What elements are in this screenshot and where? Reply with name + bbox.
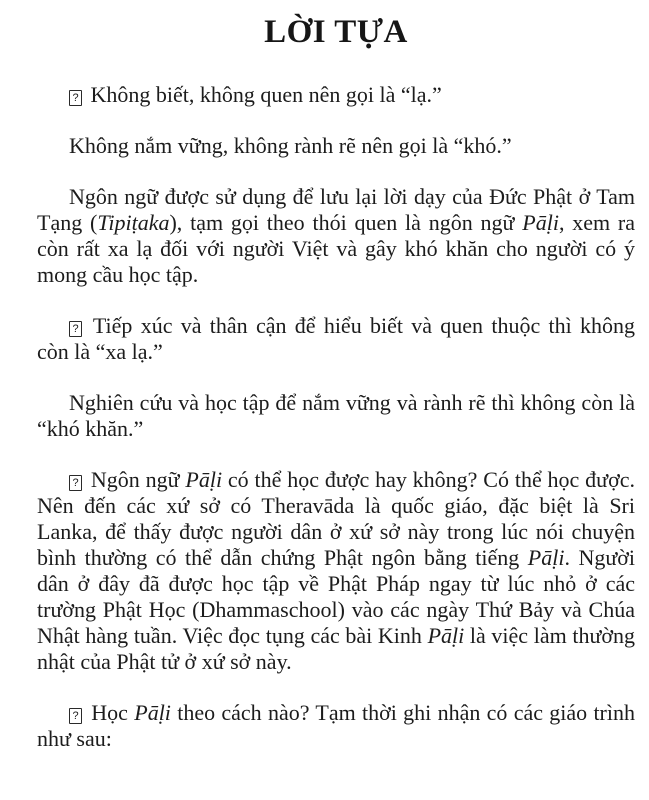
paragraph: Ngôn ngữ được sử dụng để lưu lại lời dạy của Đức Phật ở Tam Tạng (Tipiṭaka), tạm gọi theo thói quen là ngôn ngữ Pāḷi, xem ra còn rất xa lạ đối với người Việt và gây khó khăn cho người có ý mong cầu học tập. bbox=[37, 184, 636, 287]
paragraph: Không nắm vững, không rành rẽ nên gọi là “khó.” bbox=[69, 133, 512, 158]
page-title: LỜI TỰA bbox=[264, 14, 408, 50]
italic-term: Pāḷi bbox=[134, 700, 171, 725]
italic-term: Pāḷi bbox=[522, 210, 559, 235]
paragraph: ? Không biết, không quen nên gọi là “lạ.” bbox=[37, 82, 635, 108]
paragraph: Nghiên cứu và học tập để nắm vững và rành rẽ thì không còn là “khó khăn.” bbox=[37, 390, 635, 441]
missing-glyph-icon: ? bbox=[69, 90, 82, 106]
paragraph: ? Học Pāḷi theo cách nào? Tạm thời ghi nhận có các giáo trình như sau: bbox=[37, 700, 636, 751]
italic-term: Tipiṭaka bbox=[97, 210, 170, 235]
missing-glyph-icon: ? bbox=[69, 708, 82, 724]
italic-term: Pāḷi bbox=[427, 623, 465, 648]
paragraph: ? Ngôn ngữ Pāḷi có thể học được hay không? Có thể học được. Nên đến các xứ sở có Theravāda là quốc giáo, đặc biệt là Sri Lanka, để thấy được người dân ở xứ sở này trong lúc nói chuyện bình thường có thể dẫn chứng Phật ngôn bằng tiếng Pāḷi. Người dân ở đây đã được học tập về Phật Pháp ngay từ lúc nhỏ ở các trường Phật Học (Dhammaschool) vào các ngày Thứ Bảy và Chúa Nhật hàng tuần. Việc đọc tụng các bài Kinh Pāḷi là việc làm thường nhật của Phật tử ở xứ sở này. bbox=[37, 467, 636, 674]
italic-term: Pāḷi bbox=[527, 545, 565, 570]
missing-glyph-icon: ? bbox=[69, 321, 82, 337]
paragraphs-container bbox=[37, 82, 635, 752]
paragraph: ? Tiếp xúc và thân cận để hiểu biết và quen thuộc thì không còn là “xa lạ.” bbox=[37, 313, 635, 364]
italic-term: Pāḷi bbox=[185, 467, 223, 492]
missing-glyph-icon: ? bbox=[69, 475, 82, 491]
